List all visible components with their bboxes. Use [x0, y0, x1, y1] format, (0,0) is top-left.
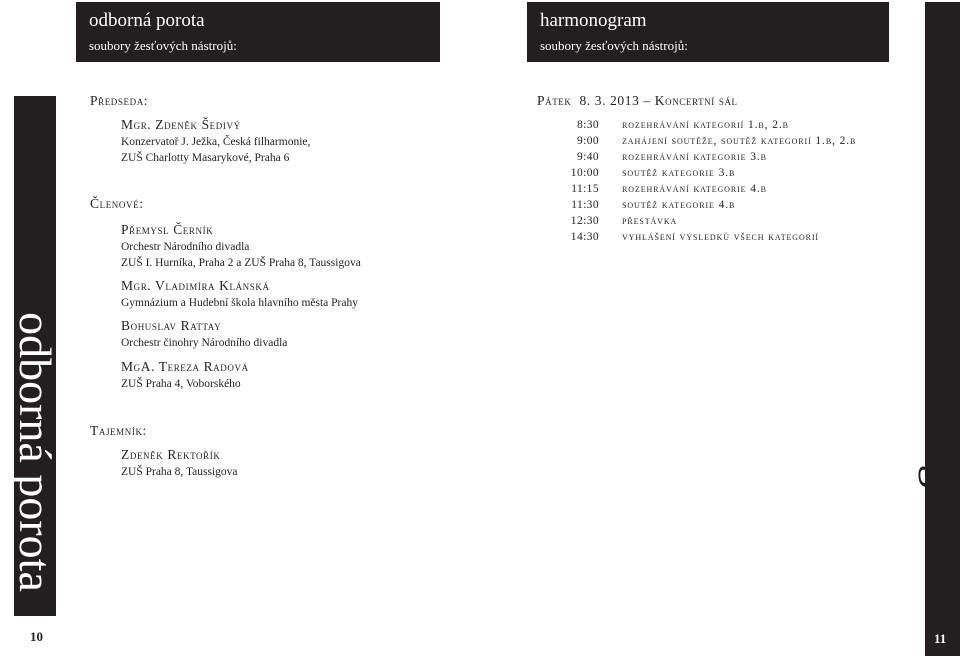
right-header-bar	[527, 2, 889, 62]
schedule-time: 14:30	[570, 231, 599, 243]
schedule-time: 9:40	[576, 151, 599, 163]
schedule-row	[555, 213, 856, 229]
jury-member-affiliation: Orchestr Národního divadla	[121, 241, 250, 253]
schedule-row	[555, 149, 856, 165]
schedule-event: soutěž kategorie 3.b	[622, 167, 736, 179]
right-page-number: 11	[934, 631, 947, 646]
schedule-event: zahájení soutěže, soutěž kategorií 1.b, 2.b	[622, 135, 857, 147]
schedule-event: přestávka	[622, 215, 678, 227]
schedule-event: rozehrávání kategorií 1.b, 2.b	[622, 119, 789, 131]
jury-member-affiliation: Konzervatoř J. Ježka, Česká filharmonie,	[121, 136, 311, 148]
schedule-row	[555, 165, 856, 181]
schedule-heading: Pátek 8. 3. 2013 – Koncertní sál	[537, 93, 738, 108]
jury-member-affiliation: ZUŠ Praha 8, Taussigova	[121, 466, 238, 478]
schedule-time: 11:30	[571, 199, 599, 211]
left-page-number: 10	[30, 629, 43, 644]
schedule-time: 10:00	[570, 167, 599, 179]
jury-member	[121, 116, 310, 166]
schedule-time: 12:30	[570, 215, 599, 227]
schedule-event: vyhlášení výsledků všech kategorií	[622, 231, 819, 243]
schedule-time: 9:00	[576, 135, 599, 147]
jury-member-name: MgA. Tereza Radová	[121, 359, 249, 374]
right-header-title: harmonogram	[540, 10, 647, 31]
schedule-row	[555, 117, 856, 133]
schedule-row	[555, 229, 856, 245]
schedule-row	[555, 197, 856, 213]
left-side-label: odborná porota	[10, 312, 61, 592]
jury-member-name: Mgr. Zdeněk Šedivý	[121, 117, 241, 132]
left-side-bar	[10, 96, 61, 616]
jury-member-name: Přemysl Černík	[121, 222, 214, 237]
jury-member	[121, 446, 238, 480]
schedule-event: rozehrávání kategorie 3.b	[622, 151, 767, 163]
jury-member-affiliation: ZUŠ Charlotty Masarykové, Praha 6	[121, 152, 290, 164]
left-header-subtitle: soubory žesťových nástrojů:	[89, 38, 237, 53]
jury-member-affiliation: Orchestr činohry Národního divadla	[121, 337, 288, 349]
schedule-time: 8:30	[576, 119, 599, 131]
jury-member-name: Zdeněk Rektořík	[121, 447, 221, 462]
members-heading: Členové:	[90, 196, 144, 211]
schedule-event: soutěž kategorie 4.b	[622, 199, 736, 211]
jury-member-affiliation: Gymnázium a Hudební škola hlavního města Prahy	[121, 297, 358, 309]
jury-member	[121, 277, 358, 311]
secretary-heading: Tajemník:	[90, 423, 147, 438]
right-side-label: harmonogram	[917, 300, 969, 560]
jury-member-affiliation: ZUŠ I. Hurníka, Praha 2 a ZUŠ Praha 8, Taussigova	[121, 257, 361, 269]
jury-member	[121, 358, 249, 392]
schedule-time: 11:15	[571, 183, 599, 195]
left-header-bar	[76, 2, 440, 62]
jury-member-name: Mgr. Vladimíra Klánská	[121, 278, 270, 293]
jury-member	[121, 221, 361, 271]
jury-member-name: Bohuslav Rattay	[121, 318, 222, 333]
schedule-row	[555, 133, 856, 149]
right-header-subtitle: soubory žesťových nástrojů:	[540, 38, 688, 53]
right-side-bar	[917, 2, 969, 656]
schedule-event: rozehrávání kategorie 4.b	[622, 183, 767, 195]
schedule-row	[555, 181, 856, 197]
jury-member	[121, 317, 287, 351]
left-header-title: odborná porota	[89, 10, 205, 31]
jury-member-affiliation: ZUŠ Praha 4, Voborského	[121, 378, 241, 390]
schedule-list	[555, 117, 856, 245]
chair-heading: Předseda:	[90, 93, 149, 108]
